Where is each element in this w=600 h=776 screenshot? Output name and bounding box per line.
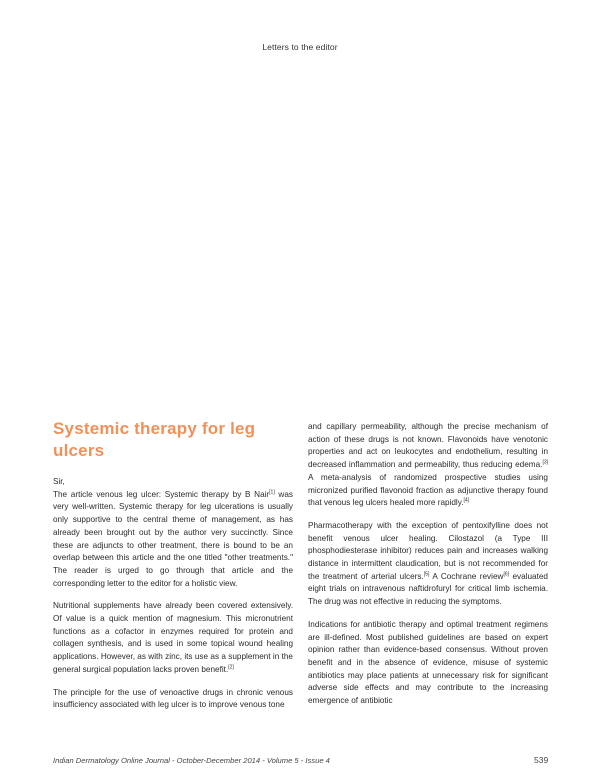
page-number: 539 [534,755,549,765]
citation-reference[interactable]: [5] [423,571,430,577]
paragraph-text: A meta-analysis of randomized prospective studies using micronized purified flavonoid fraction as adjunctive therapy found that venous leg ulcers healed more rapidly. [308,472,548,508]
citation-reference[interactable]: [2] [228,664,234,671]
left-paragraphs [53,489,293,712]
body-paragraph [53,600,293,676]
body-paragraph [308,421,548,510]
footer-journal-citation: Indian Dermatology Online Journal - October-December 2014 - Volume 5 - Issue 4 [53,756,330,765]
paragraph-text: and capillary permeability, although the precise mechanism of action of these drugs is not known. Flavonoids have venotonic properties and act on leukocytes and endothelium, resulting in decreased inflammation and permeability, thus reducing edema. [308,422,548,470]
body-paragraph [308,520,548,609]
right-column [308,421,548,718]
paragraph-text: The principle for the use of venoactive drugs in chronic venous insufficiency associated with leg ulcer is to improve venous tone [53,687,293,710]
paragraph-text: Indications for antibiotic therapy and optimal treatment regimens are ill-defined. Most published guidelines are based on expert opinion rather than evidence-based consensus. Without proven benefit and in the absence of evidence, misuse of systemic antibiotics may place patients at unnecessary risk for significant adverse side effects and may contribute to the increasing emergence of antibiotic [308,619,548,706]
citation-reference[interactable]: [3] [542,459,548,466]
paragraph-text: was very well-written. Systemic therapy for leg ulcerations is usually only supportive to the central theme of management, as has already been brought out by the author very succinctly. Since these are adjuncts to other treatment, there is bound to be an overlap between this article and the one titled "other treatments." The reader is urged to go through that article and the corresponding letter to the editor for a holistic view. [53,489,293,588]
citation-reference[interactable]: [6] [503,571,510,577]
citation-reference[interactable]: [4] [463,497,470,504]
citation-reference[interactable]: [1] [269,488,275,495]
paragraph-text: A Cochrane review [429,571,504,581]
body-paragraph [53,687,293,712]
article-title: Systemic therapy for leg ulcers [53,419,256,460]
right-paragraphs [308,421,548,708]
paragraph-text: Pharmacotherapy with the exception of pentoxifylline does not benefit venous ulcer healing. Cilostazol (a Type III phosphodiesterase inhibitor) reduces pain and increases walking distance in intermittent claudication, but is not recommended for the treatment of arterial ulcers. [308,520,548,581]
paragraph-text: The article venous leg ulcer: Systemic therapy by B Nair [53,489,270,499]
body-paragraph [308,619,548,708]
body-paragraph [53,489,293,591]
paragraph-text: Nutritional supplements have already been covered extensively. Of value is a quick mention of magnesium. This micronutrient functions as a cofactor in enzymes required for protein and collagen synthesis, and is used in some topical wound healing applications. However, as with zinc, its use as a supplement in the general surgical population lacks proven benefit. [53,601,293,674]
running-header: Letters to the editor [262,42,338,52]
left-column [53,476,293,722]
salutation: Sir, [53,477,65,486]
paragraph-text: evaluated eight trials on intravenous naftidrofuryl for critical limb ischemia. The drug was not effective in reducing the symptoms. [308,571,548,607]
